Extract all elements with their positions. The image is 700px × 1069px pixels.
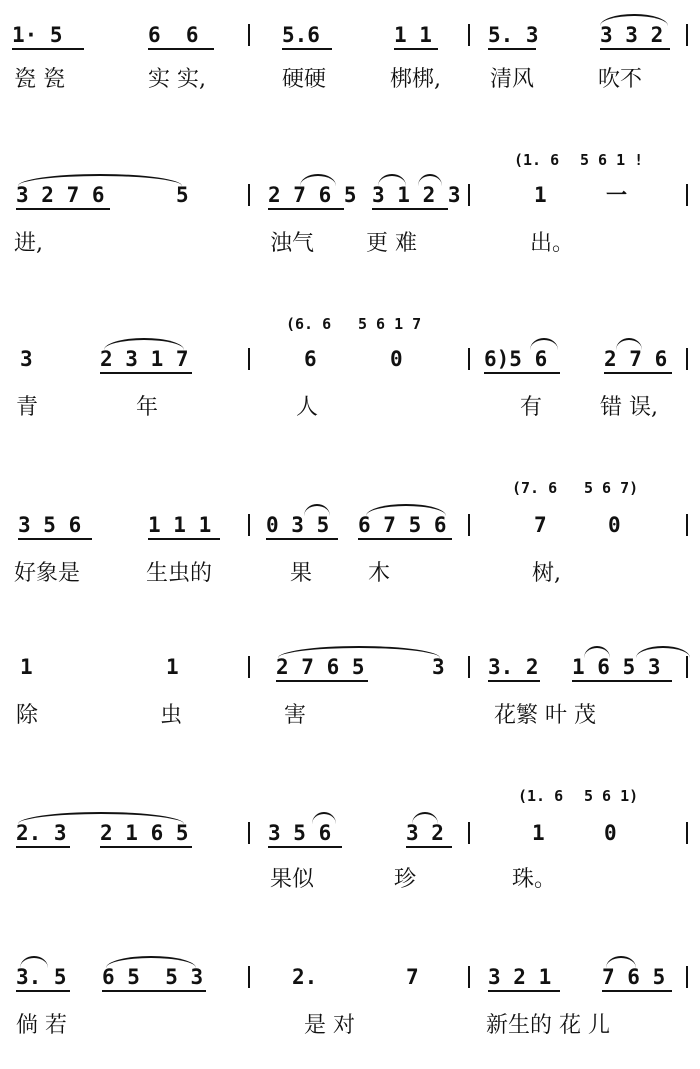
barline	[686, 184, 688, 206]
barline	[686, 348, 688, 370]
underline	[16, 990, 70, 992]
barline	[468, 514, 470, 536]
barline	[468, 656, 470, 678]
barline	[686, 822, 688, 844]
underline	[406, 846, 452, 848]
barline	[468, 348, 470, 370]
slur	[312, 812, 336, 824]
slur	[300, 174, 336, 186]
note-group: 3 2	[406, 821, 444, 845]
slur	[530, 338, 558, 350]
barline	[248, 822, 250, 844]
lyric: 新生的 花 儿	[486, 1013, 610, 1038]
lyric: 珍	[394, 867, 417, 892]
barline	[468, 822, 470, 844]
note-group: 1 6 5 3	[572, 655, 661, 679]
lyric: 倘 若	[16, 1013, 67, 1038]
slur	[418, 174, 442, 186]
slur	[18, 812, 184, 824]
lyric: 果	[290, 561, 313, 586]
note-group: 1 1 1	[148, 513, 212, 537]
underline	[572, 680, 672, 682]
intro-notes: 5 6 7)	[584, 479, 639, 497]
lyric: 吹不	[598, 67, 643, 92]
underline	[16, 846, 70, 848]
barline	[468, 184, 470, 206]
lyric: 进,	[14, 231, 43, 256]
underline	[602, 990, 672, 992]
note-group: 6	[304, 347, 317, 371]
lyric: 除	[16, 703, 39, 728]
barline	[248, 184, 250, 206]
intro-notes: 5 6 1)	[584, 787, 639, 805]
lyric: 珠。	[512, 867, 557, 892]
note-group: 3 2 1	[488, 965, 552, 989]
underline	[268, 208, 344, 210]
barline	[686, 514, 688, 536]
lyric: 实 实,	[148, 67, 206, 92]
note-group: 6 6	[148, 23, 199, 47]
note-group: 1· 5	[12, 23, 63, 47]
underline	[358, 538, 452, 540]
note-group: 2. 3	[16, 821, 67, 845]
note-group: 7 6 5	[602, 965, 666, 989]
note-group: 7	[406, 965, 419, 989]
note-group: 3 1 2 3	[372, 183, 461, 207]
note-group: 0 3 5	[266, 513, 330, 537]
note-group: 2 7 6 5	[268, 183, 357, 207]
lyric: 青	[16, 395, 39, 420]
note-group: 3 2 7 6	[16, 183, 105, 207]
underline	[282, 48, 332, 50]
note-group: 0	[390, 347, 403, 371]
note-group: 1	[166, 655, 179, 679]
barline	[248, 348, 250, 370]
note-group: 2 3 1 7	[100, 347, 189, 371]
lyric: 是 对	[304, 1013, 355, 1038]
note-group: 6 5 5 3	[102, 965, 204, 989]
lyric: 清风	[490, 67, 535, 92]
slur	[278, 646, 440, 658]
lyric: 害	[284, 703, 307, 728]
lyric: 生虫的	[146, 561, 213, 586]
slur	[304, 504, 330, 516]
lyric: 果似	[270, 867, 315, 892]
note-group: 5	[176, 183, 189, 207]
note-group: 1 1	[394, 23, 432, 47]
note-group: 3	[432, 655, 445, 679]
underline	[394, 48, 438, 50]
lyric: 更 难	[366, 231, 417, 256]
barline	[686, 24, 688, 46]
note-group: 3 3 2	[600, 23, 664, 47]
lyric: 树,	[532, 561, 561, 586]
underline	[148, 538, 220, 540]
lyric: 虫	[160, 703, 183, 728]
underline	[604, 372, 672, 374]
slur	[600, 14, 668, 26]
lyric: 硬硬	[282, 67, 327, 92]
underline	[100, 372, 192, 374]
barline	[248, 966, 250, 988]
note-group: 2 7 6	[604, 347, 668, 371]
note-group: 一	[606, 183, 627, 207]
lyric: 浊气	[270, 231, 315, 256]
lyric: 木	[368, 561, 391, 586]
note-group: 2 1 6 5	[100, 821, 189, 845]
underline	[102, 990, 206, 992]
slur	[606, 956, 636, 968]
note-group: 1	[534, 183, 547, 207]
underline	[16, 208, 110, 210]
slur	[366, 504, 446, 516]
lyric: 花繁 叶 茂	[494, 703, 596, 728]
slur	[20, 956, 48, 968]
underline	[276, 680, 368, 682]
note-group: 3. 2	[488, 655, 539, 679]
lyric: 年	[136, 395, 159, 420]
underline	[12, 48, 84, 50]
note-group: 0	[604, 821, 617, 845]
note-group: 2 7 6 5	[276, 655, 365, 679]
underline	[484, 372, 560, 374]
lyric: 错 误,	[600, 395, 658, 420]
note-group: 1	[20, 655, 33, 679]
intro-notes: (1. 6	[518, 787, 564, 805]
underline	[488, 990, 560, 992]
slur	[106, 956, 196, 968]
note-group: 6)5 6	[484, 347, 548, 371]
underline	[488, 680, 540, 682]
note-group: 3	[20, 347, 33, 371]
lyric: 人	[296, 395, 319, 420]
slur	[412, 812, 438, 824]
slur	[18, 174, 182, 186]
note-group: 5.6	[282, 23, 320, 47]
barline	[468, 966, 470, 988]
underline	[100, 846, 192, 848]
note-group: 6 7 5 6	[358, 513, 447, 537]
intro-notes: (6. 6	[286, 315, 332, 333]
underline	[488, 48, 536, 50]
lyric: 有	[520, 395, 543, 420]
barline	[686, 966, 688, 988]
underline	[266, 538, 338, 540]
slur	[616, 338, 642, 350]
note-group: 7	[534, 513, 547, 537]
note-group: 3. 5	[16, 965, 67, 989]
lyric: 出。	[530, 231, 575, 256]
underline	[148, 48, 214, 50]
underline	[268, 846, 342, 848]
underline	[18, 538, 92, 540]
intro-notes: (1. 6	[514, 151, 560, 169]
intro-notes: 5 6 1 !	[580, 151, 644, 169]
note-group: 0	[608, 513, 621, 537]
barline	[686, 656, 688, 678]
slur	[104, 338, 184, 350]
barline	[248, 514, 250, 536]
note-group: 5. 3	[488, 23, 539, 47]
note-group: 3 5 6	[268, 821, 332, 845]
slur	[584, 646, 610, 658]
lyric: 好象是	[14, 561, 81, 586]
underline	[600, 48, 670, 50]
underline	[372, 208, 448, 210]
barline	[248, 24, 250, 46]
lyric: 梆梆,	[390, 67, 441, 92]
note-group: 1	[532, 821, 545, 845]
intro-notes: 5 6 1 7	[358, 315, 422, 333]
note-group: 3 5 6	[18, 513, 82, 537]
barline	[468, 24, 470, 46]
note-group: 2.	[292, 965, 318, 989]
lyric: 瓷 瓷	[14, 67, 65, 92]
barline	[248, 656, 250, 678]
slur	[378, 174, 406, 186]
slur	[636, 646, 690, 658]
intro-notes: (7. 6	[512, 479, 558, 497]
